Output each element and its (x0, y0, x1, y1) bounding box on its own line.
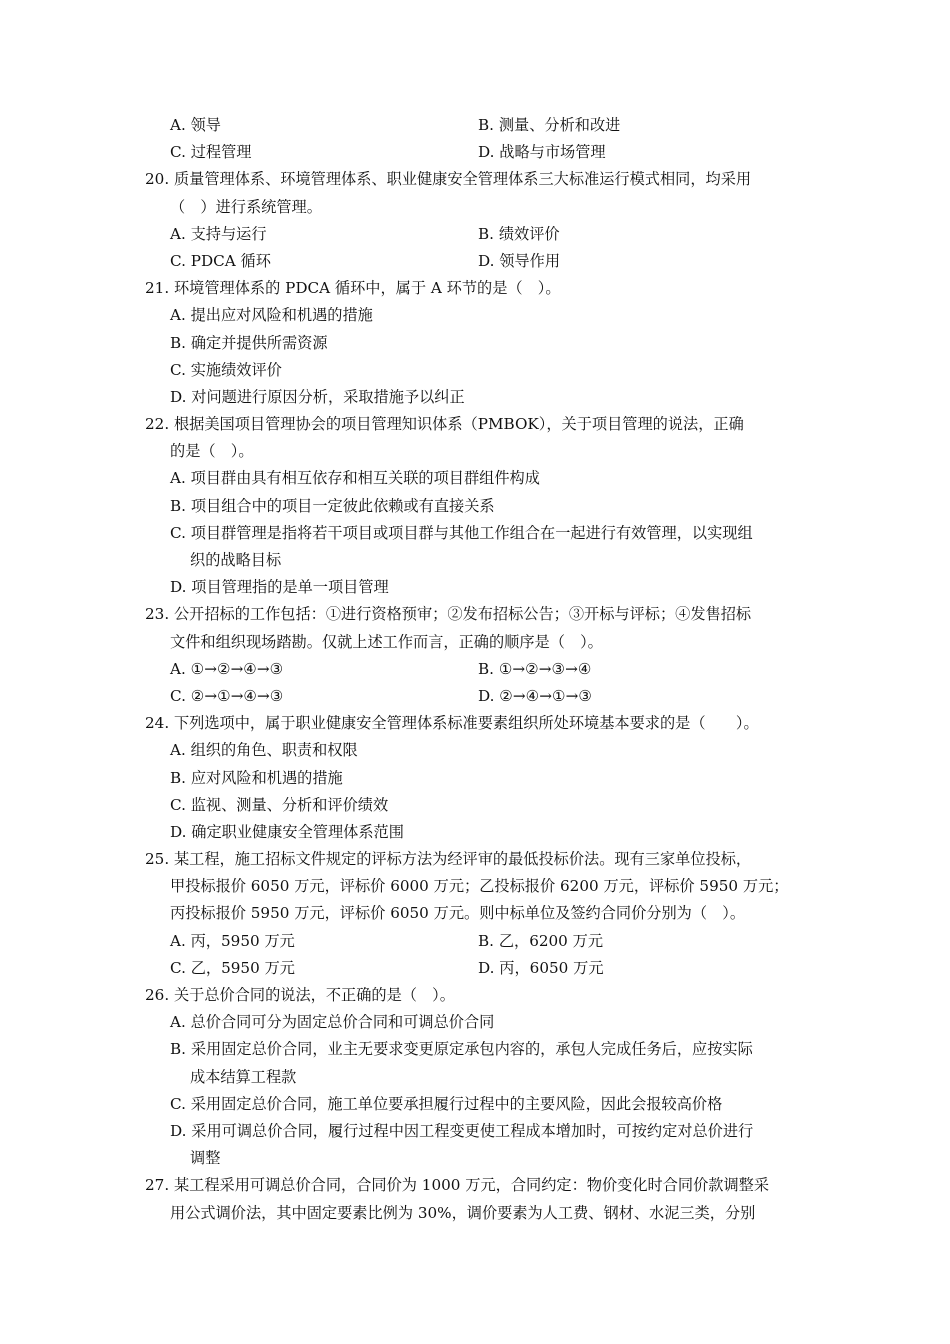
q23-option-a: A. ①→②→④→③ (170, 659, 284, 678)
q20-stem-cont: （ ）进行系统管理。 (170, 197, 322, 216)
exam-page (0, 112, 950, 1227)
q21-option-a: A. 提出应对风险和机遇的措施 (170, 306, 373, 325)
q19-option-b: B. 测量、分析和改进 (478, 116, 621, 134)
q24-option-b: B. 应对风险和机遇的措施 (170, 768, 343, 787)
q24-stem: 24. 下列选项中，属于职业健康安全管理体系标准要素组织所处环境基本要求的是（ ）。 (145, 714, 759, 733)
q23-option-c: C. ②→①→④→③ (170, 686, 284, 705)
q20-option-b: B. 绩效评价 (478, 224, 560, 243)
q22-option-c-cont: 织的战略目标 (190, 551, 282, 569)
q20-stem: 20. 质量管理体系、环境管理体系、职业健康安全管理体系三大标准运行模式相同，均采用 (145, 170, 752, 189)
q19-option-a: A. 领导 (170, 116, 221, 134)
q22-stem-cont: 的是（ ）。 (170, 442, 254, 461)
q19-options-row-1 (0, 112, 950, 139)
q25-option-d: D. 丙，6050 万元 (478, 958, 604, 977)
q22-option-d: D. 项目管理指的是单一项目管理 (170, 578, 389, 597)
q23-options-row-1 (0, 656, 950, 683)
q24-option-c: C. 监视、测量、分析和评价绩效 (170, 795, 389, 814)
q21-option-b: B. 确定并提供所需资源 (170, 333, 328, 352)
q26-option-d: D. 采用可调总价合同，履行过程中因工程变更使工程成本增加时，可按约定对总价进行 (170, 1121, 754, 1140)
q26-option-b: B. 采用固定总价合同，业主无要求变更原定承包内容的，承包人完成任务后，应按实际 (170, 1040, 753, 1059)
q19-options-row-2 (0, 139, 950, 166)
q23-option-b: B. ①→②→③→④ (478, 659, 592, 678)
q25-stem: 25. 某工程，施工招标文件规定的评标方法为经评审的最低投标价法。现有三家单位投标， (145, 850, 752, 869)
q26-option-d-cont: 调整 (190, 1149, 221, 1168)
q20-option-d: D. 领导作用 (478, 251, 561, 270)
q26-option-c: C. 采用固定总价合同，施工单位要承担履行过程中的主要风险，因此会报较高价格 (170, 1094, 723, 1113)
q22-option-c: C. 项目群管理是指将若干项目或项目群与其他工作组合在一起进行有效管理，以实现组 (170, 523, 753, 542)
q23-options-row-2 (0, 683, 950, 710)
q26-option-a: A. 总价合同可分为固定总价合同和可调总价合同 (170, 1013, 495, 1032)
q25-option-c: C. 乙，5950 万元 (170, 958, 295, 977)
q21-stem: 21. 环境管理体系的 PDCA 循环中，属于 A 环节的是（ ）。 (145, 279, 561, 298)
q20-options-row-1 (0, 221, 950, 248)
q20-option-c: C. PDCA 循环 (170, 251, 271, 270)
q19-option-d: D. 战略与市场管理 (478, 143, 606, 162)
q26-stem: 26. 关于总价合同的说法，不正确的是（ ）。 (145, 986, 455, 1004)
q24-option-a: A. 组织的角色、职责和权限 (170, 741, 358, 760)
q25-option-a: A. 丙，5950 万元 (170, 931, 295, 950)
q26-option-b-cont: 成本结算工程款 (190, 1067, 297, 1086)
q21-option-c: C. 实施绩效评价 (170, 360, 282, 379)
q23-option-d: D. ②→④→①→③ (478, 686, 592, 705)
q25-option-b: B. 乙，6200 万元 (478, 931, 604, 950)
q27-stem: 27. 某工程采用可调总价合同，合同价为 1000 万元，合同约定：物价变化时合同价款调整采 (145, 1176, 770, 1195)
q22-stem: 22. 根据美国项目管理协会的项目管理知识体系（PMBOK），关于项目管理的说法，正确 (145, 415, 744, 434)
q19-option-c: C. 过程管理 (170, 143, 252, 162)
q23-stem-cont: 文件和组织现场踏勘。仅就上述工作而言，正确的顺序是（ ）。 (170, 632, 603, 651)
q27-stem-cont: 用公式调价法，其中固定要素比例为 30%，调价要素为人工费、钢材、水泥三类，分别 (170, 1203, 756, 1222)
q25-options-row-2 (0, 955, 950, 982)
q24-option-d: D. 确定职业健康安全管理体系范围 (170, 822, 404, 841)
q25-stem-cont-1: 甲投标报价 6050 万元，评标价 6000 万元；乙投标报价 6200 万元，评标价 5950 万元； (170, 877, 789, 896)
q22-option-b: B. 项目组合中的项目一定彼此依赖或有直接关系 (170, 496, 495, 515)
q22-option-a: A. 项目群由具有相互依存和相互关联的项目群组件构成 (170, 469, 540, 488)
q21-option-d: D. 对问题进行原因分析，采取措施予以纠正 (170, 387, 465, 406)
q25-stem-cont-2: 丙投标报价 5950 万元，评标价 6050 万元。则中标单位及签约合同价分别为（ ）。 (170, 904, 746, 923)
q20-options-row-2 (0, 248, 950, 275)
q25-options-row-1 (0, 928, 950, 955)
q23-stem: 23. 公开招标的工作包括：①进行资格预审；②发布招标公告；③开标与评标；④发售招标 (145, 605, 752, 624)
q20-option-a: A. 支持与运行 (170, 224, 267, 243)
